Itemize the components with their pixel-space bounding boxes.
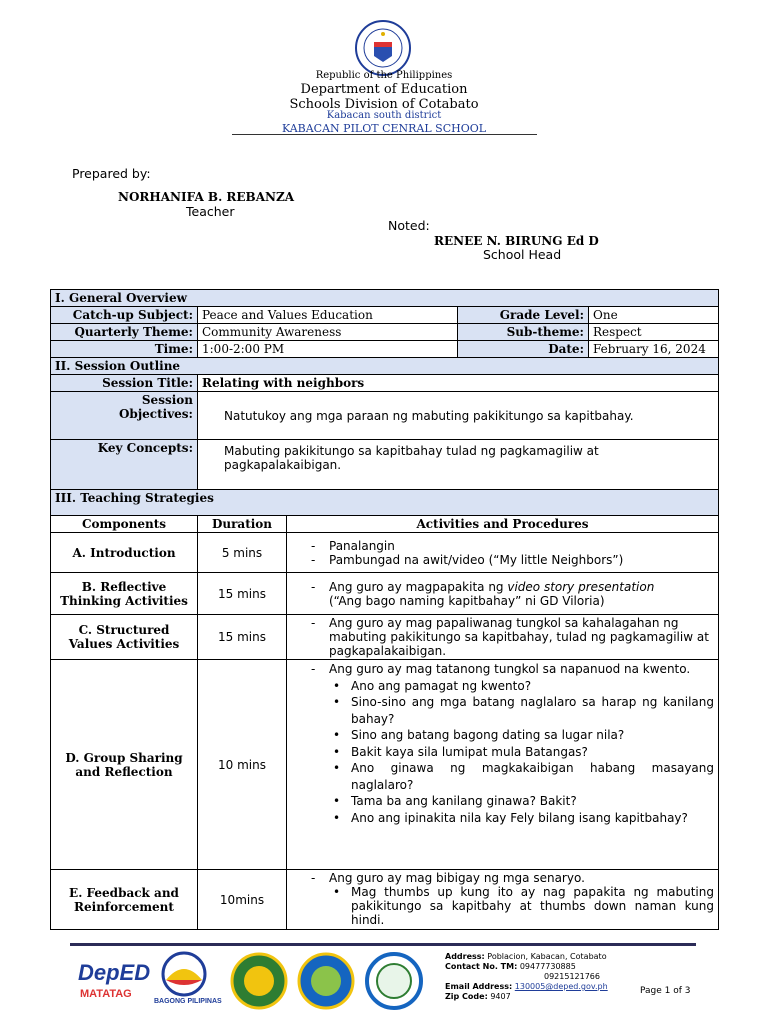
subject-value: Peace and Values Education (198, 307, 458, 324)
school-line: KABACAN PILOT CENRAL SCHOOL (281, 122, 487, 135)
noted-label: Noted: (388, 218, 430, 233)
republic-line: Republic of the Philippines (315, 70, 453, 81)
col-activities: Activities and Procedures (287, 516, 719, 533)
theme-value: Community Awareness (198, 324, 458, 341)
row-c-activities (287, 615, 719, 660)
zip-value: 9407 (490, 992, 511, 1001)
bagong-pilipinas-emblem-icon (156, 950, 212, 998)
item-text-continued: (“Ang bago naming kapitbahay” ni GD Viloria) (329, 593, 605, 608)
email-label: Email Address: (445, 982, 513, 991)
question-item: • Ano ang pamagat ng kwento? (351, 678, 714, 695)
question-item: • Bakit kaya sila lumipat mula Batangas? (351, 744, 714, 761)
list-item: - Panalangin (329, 539, 714, 553)
date-label: Date: (458, 341, 589, 358)
col-duration: Duration (198, 516, 287, 533)
header-divider (232, 134, 537, 135)
row-a-duration: 5 mins (198, 533, 287, 573)
email-link[interactable]: 130005@deped.gov.ph (514, 982, 608, 991)
grade-value: One (589, 307, 719, 324)
matatag-logo: MATATAG (80, 988, 132, 1000)
contact-value-1: 09477730885 (519, 962, 576, 971)
teacher-role: Teacher (186, 204, 235, 219)
question-item: • Sino ang batang bagong dating sa lugar nila? (351, 727, 714, 744)
row-b-component: B. Reflective Thinking Activities (51, 573, 198, 615)
division-line: Schools Division of Cotabato (289, 97, 479, 112)
footer-divider (70, 943, 696, 946)
head-role: School Head (483, 247, 562, 262)
list-item: - Pambungad na awit/video (“My little Neighbors”) (329, 553, 714, 567)
list-item (329, 580, 714, 608)
item-italic-text: video story presentation (507, 579, 655, 594)
objectives-label-1: Session (141, 393, 193, 407)
footer-logos (74, 950, 434, 1010)
question-item: • Mag thumbs up kung ito ay nag papakita ng mabuting pakikitungo sa kapitbahy at thumbs down naman kung hindi. (351, 885, 714, 927)
teacher-name: NORHANIFA B. REBANZA (118, 190, 295, 204)
subtheme-value: Respect (589, 324, 719, 341)
row-e-component: E. Feedback and Reinforcement (51, 870, 198, 930)
list-item: - Ang guro ay mag bibigay ng mga senaryo. (329, 871, 714, 885)
kabacan-south-district-logo (229, 952, 289, 1010)
concepts-value: Mabuting pakikitungo sa kapitbahay tulad ng pagkamagiliw at pagkapalakaibigan. (198, 440, 719, 490)
objectives-label-2: Objectives: (118, 407, 193, 421)
footer-contact-block (445, 952, 608, 1002)
objectives-value: Natutukoy ang mga paraan ng mabuting pakikitungo sa kapitbahay. (198, 392, 719, 440)
col-components: Components (51, 516, 198, 533)
item-text: Ang guro ay magpapakita ng (329, 579, 508, 594)
time-label: Time: (51, 341, 198, 358)
row-e-activities (287, 870, 719, 930)
deped-seal-logo (355, 20, 411, 76)
objectives-label (51, 392, 198, 440)
list-item: - Ang guro ay mag tatanong tungkol sa napanuod na kwento. (329, 661, 714, 678)
question-item: • Ano ginawa ng magkakaibigan habang masayang naglalaro? (351, 760, 714, 793)
contact-label: Contact No. TM: (445, 962, 518, 971)
head-name: RENEE N. BIRUNG Ed D (434, 234, 599, 248)
row-e-duration: 10mins (198, 870, 287, 930)
question-item: • Sino-sino ang mga batang naglalaro sa harap ng kanilang bahay? (351, 694, 714, 727)
theme-label: Quarterly Theme: (51, 324, 198, 341)
department-line: Department of Education (300, 82, 468, 97)
session-title-value: Relating with neighbors (198, 375, 719, 392)
overview-section: I. General Overview (51, 290, 719, 307)
time-value: 1:00-2:00 PM (198, 341, 458, 358)
list-item: - Ang guro ay mag papaliwanag tungkol sa kahalagahan ng mabuting pakikitungo sa kapitbahay, tulad ng pagkamagiliw at pagkapalakaibigan. (329, 616, 714, 658)
row-a-activities (287, 533, 719, 573)
strategies-section: III. Teaching Strategies (51, 490, 719, 516)
row-c-component: C. Structured Values Activities (51, 615, 198, 660)
row-b-duration: 15 mins (198, 573, 287, 615)
concepts-label: Key Concepts: (51, 440, 198, 490)
row-d-component: D. Group Sharing and Reflection (51, 660, 198, 870)
address-value: Poblacion, Kabacan, Cotabato (487, 952, 607, 961)
address-label: Address: (445, 952, 485, 961)
session-title-label: Session Title: (51, 375, 198, 392)
subtheme-label: Sub-theme: (458, 324, 589, 341)
outline-section: II. Session Outline (51, 358, 719, 375)
row-c-duration: 15 mins (198, 615, 287, 660)
grade-label: Grade Level: (458, 307, 589, 324)
bagong-pilipinas-label: BAGONG PILIPINAS (154, 998, 222, 1005)
question-item: • Tama ba ang kanilang ginawa? Bakit? (351, 793, 714, 810)
date-value: February 16, 2024 (589, 341, 719, 358)
page-number: Page 1 of 3 (640, 986, 691, 996)
deped-logo: DepED (78, 960, 151, 985)
question-item: • Ano ang ipinakita nila kay Fely bilang isang kapitbahay? (351, 810, 714, 827)
row-a-component: A. Introduction (51, 533, 198, 573)
district-line: Kabacan south district (326, 110, 442, 121)
subject-label: Catch-up Subject: (51, 307, 198, 324)
session-plan-table (50, 289, 719, 930)
row-d-activities (287, 660, 719, 870)
row-b-activities (287, 573, 719, 615)
contact-value-2: 09215121766 (544, 972, 600, 981)
kabacan-pilot-school-seal-logo (364, 952, 424, 1010)
kabacan-district-seal-logo (296, 952, 356, 1010)
row-d-duration: 10 mins (198, 660, 287, 870)
prepared-label: Prepared by: (72, 166, 151, 181)
zip-label: Zip Code: (445, 992, 488, 1001)
